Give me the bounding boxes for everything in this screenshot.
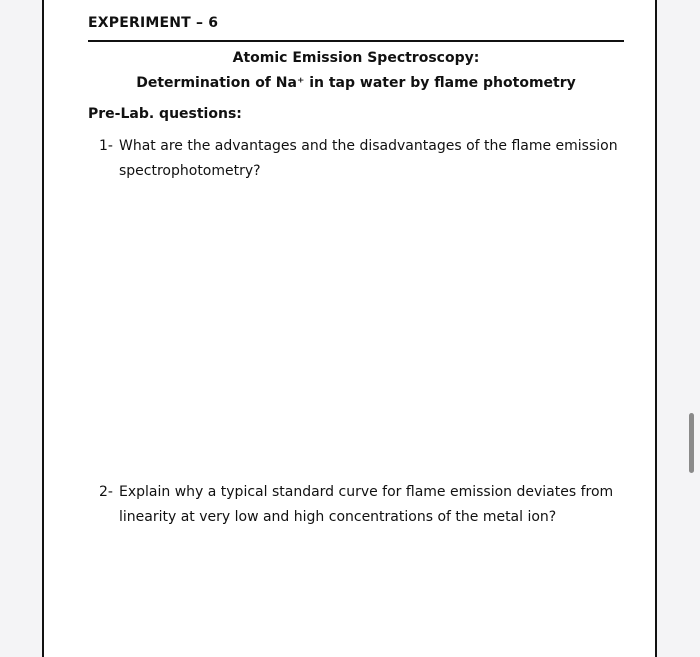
title-divider [88,40,624,42]
question-number: 2- [99,484,113,500]
scrollbar-thumb[interactable] [689,413,694,473]
question-text: What are the advantages and the disadvantages of the flame emission spectrophotometry? [119,138,618,179]
heading-line-2: Determination of Na⁺ in tap water by flame photometry [136,75,576,91]
question-text: Explain why a typical standard curve for flame emission deviates from linearity at very low and high concentrations of the metal ion? [119,484,614,525]
question-number: 1- [99,138,113,154]
question-item [99,134,619,184]
experiment-title: EXPERIMENT – 6 [88,15,219,31]
heading-line-1: Atomic Emission Spectroscopy: [232,50,480,66]
document-page [42,0,657,657]
section-title: Pre-Lab. questions: [88,106,242,122]
question-item [99,480,619,530]
